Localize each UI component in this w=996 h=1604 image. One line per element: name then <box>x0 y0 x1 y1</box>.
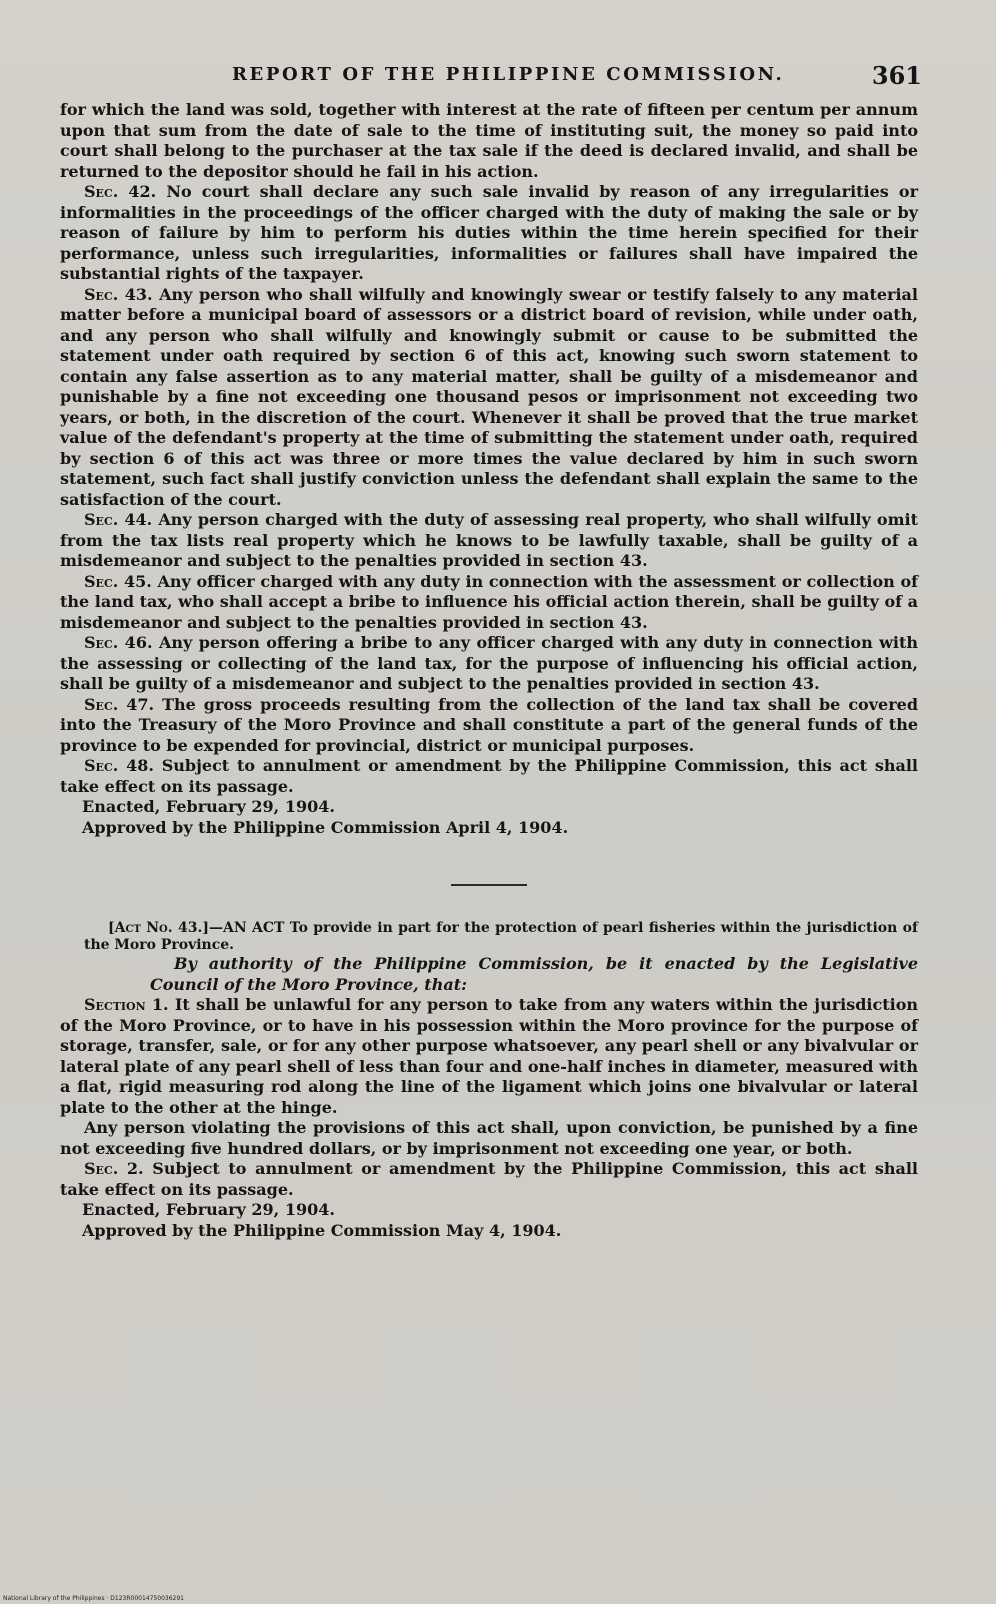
body-text <box>60 100 918 1241</box>
page-number: 361 <box>871 61 922 90</box>
enacting-clause: By authority of the Philippine Commission, be it enacted by the Legislative Council of the Moro Province, that: <box>150 954 918 994</box>
section-text: No court shall declare any such sale invalid by reason of any irregularities or informalities in the proceedings of the officer charged with the duty of making the sale or by reason of failure by him to perform his duties within the time herein specified for their performance, unless such irregularities, informalities or failures shall have impaired the substantial rights of the taxpayer. <box>60 182 919 283</box>
section-divider <box>451 884 527 886</box>
section-2 <box>60 1159 918 1200</box>
section-label: Sec. 2. <box>84 1159 144 1178</box>
section-label: Sec. 44. <box>84 510 153 529</box>
continuation-paragraph: for which the land was sold, together with interest at the rate of fifteen per centum per annum upon that sum from the date of sale to the time of instituting suit, the money so paid into court shall belong to the purchaser at the tax sale if the deed is declared invalid, and shall be returned to the depositor should he fail in his action. <box>60 100 918 181</box>
section-text: Any officer charged with any duty in connection with the assessment or collection of the land tax, who shall accept a bribe to influence his official action therein, shall be guilty of a misdemeanor and subject to the penalties provided in section 43. <box>60 571 919 632</box>
scan-credit: National Library of the Philippines · D123R00014750036291 <box>3 1595 184 1602</box>
act-title: —AN ACT To provide in part for the protection of pearl fisheries within the jurisdiction of the Moro Province. <box>84 920 918 953</box>
section-48 <box>60 756 918 797</box>
section-text: The gross proceeds resulting from the collection of the land tax shall be covered into the Treasury of the Moro Province and shall constitute a part of the general funds of the province to be expended for provincial, district or municipal purposes. <box>60 694 919 755</box>
section-46 <box>60 633 918 695</box>
section-text: It shall be unlawful for any person to take from any waters within the jurisdiction of the Moro Province, or to have in his possession within the Moro province for the purpose of storage, transfer, sale, or for any other purpose whatsoever, any pearl shell or any bivalvular or lateral plate of any pearl shell of less than four and one-half inches in diameter, measured with a flat, rigid measuring rod along the line of the ligament which joins one bivalvular or lateral plate to the other at the hinge. <box>60 995 919 1117</box>
act-label: [Act No. 43.] <box>108 920 209 936</box>
section-label: Sec. 42. <box>84 182 157 201</box>
approval-line: Approved by the Philippine Commission May 4, 1904. <box>82 1220 562 1240</box>
section-label: Sec. 47. <box>84 694 155 714</box>
section-text: Any person charged with the duty of assessing real property, who shall wilfully omit from the tax lists real property which he knows to be lawfully taxable, shall be guilty of a misdemeanor and subject to the penalties provided in section 43. <box>60 510 918 570</box>
section-label: Section 1. <box>84 995 169 1014</box>
page-header <box>0 61 996 94</box>
section-text: Subject to annulment or amendment by the Philippine Commission, this act shall take effect on its passage. <box>60 1159 918 1199</box>
section-42 <box>60 182 918 285</box>
section-label: Sec. 46. <box>84 633 153 652</box>
section-label: Sec. 48. <box>84 756 154 775</box>
section-47 <box>60 695 918 757</box>
section-label: Sec. 45. <box>84 571 152 591</box>
section-text: Subject to annulment or amendment by the Philippine Commission, this act shall take effect on its passage. <box>60 756 919 796</box>
section-44 <box>60 510 918 572</box>
enacted-date: Enacted, February 29, 1904. <box>82 797 335 816</box>
enacted-date: Enacted, February 29, 1904. <box>82 1200 335 1219</box>
approval-line: Approved by the Philippine Commission April 4, 1904. <box>82 817 569 837</box>
section-45 <box>60 572 918 634</box>
section-1 <box>60 995 918 1118</box>
act-heading <box>60 920 918 954</box>
running-head: REPORT OF THE PHILIPPINE COMMISSION. <box>232 64 785 85</box>
penalty-paragraph: Any person violating the provisions of this act shall, upon conviction, be punished by a fine not exceeding five hundred dollars, or by imprisonment not exceeding one year, or both. <box>60 1118 918 1158</box>
section-text: Any person who shall wilfully and knowingly swear or testify falsely to any material matter before a municipal board of assessors or a district board of revision, while under oath, and any person who shall wilfully and knowingly submit or cause to be submitted the statement under oath required by section 6 of this act, knowing such sworn statement to contain any false assertion as to any material matter, shall be guilty of a misdemeanor and punishable by a fine not exceeding one thousand pesos or imprisonment not exceeding two years, or both, in the discretion of the court. Whenever it shall be proved that the true market value of the defendant's property at the time of submitting the statement under oath, required by section 6 of this act was three or more times the value declared by him in such sworn statement, such fact shall justify conviction unless the defendant shall explain the same to the satisfaction of the court. <box>60 284 919 509</box>
section-43 <box>60 285 918 511</box>
section-label: Sec. 43. <box>84 284 153 304</box>
section-text: Any person offering a bribe to any officer charged with any duty in connection with the assessing or collecting of the land tax, for the purpose of influencing his official action, shall be guilty of a misdemeanor and subject to the penalties provided in section 43. <box>60 633 919 693</box>
